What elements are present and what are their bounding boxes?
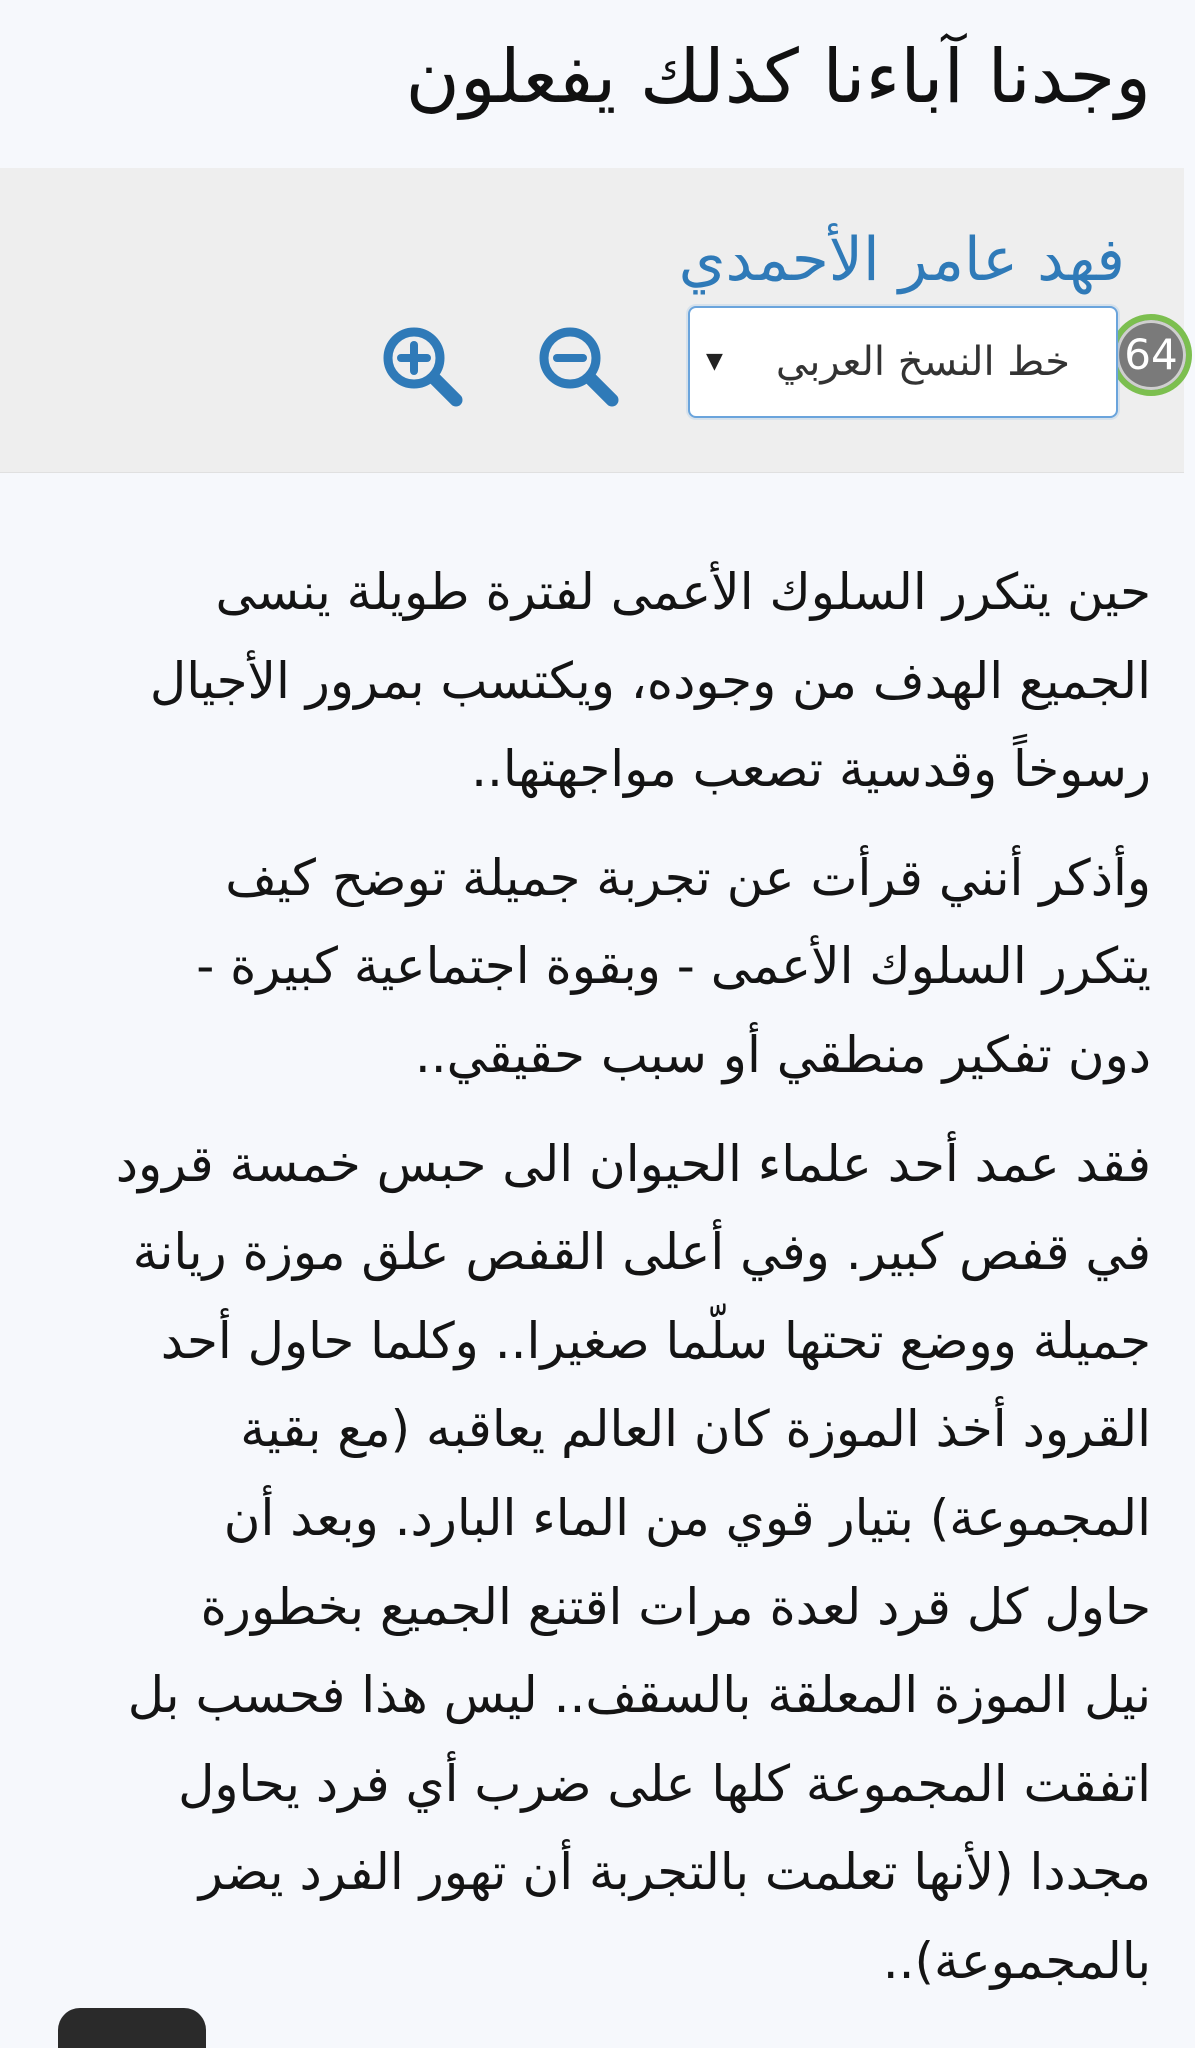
article-body bbox=[40, 548, 1151, 2026]
font-select-value: خط النسخ العربي bbox=[775, 339, 1070, 385]
zoom-out-button[interactable] bbox=[534, 322, 622, 410]
font-select[interactable] bbox=[688, 306, 1118, 418]
article-paragraph: فقد عمد أحد علماء الحيوان الى حبس خمسة قرود في قفص كبير. وفي أعلى القفص علق موزة ريانة جميلة ووضع تحتها سلّما صغيرا.. وكلما حاول أحد القرود أخذ الموزة كان العالم يعاقبه (مع بقية المجموعة) بتيار قوي من الماء البارد. وبعد أن حاول كل قرد لعدة مرات اقتنع الجميع بخطورة نيل الموزة المعلقة بالسقف.. ليس هذا فحسب بل اتفقت المجموعة كلها على ضرب أي فرد يحاول مجددا (لأنها تعلمت بالتجربة أن تهور الفرد يضر بالمجموعة).. bbox=[115, 1134, 1151, 1990]
comment-count-badge[interactable]: 64 bbox=[1110, 314, 1192, 396]
zoom-in-icon bbox=[378, 322, 466, 410]
floating-action-button[interactable] bbox=[58, 2008, 206, 2048]
author-link[interactable]: فهد عامر الأحمدي bbox=[678, 225, 1125, 295]
zoom-in-button[interactable] bbox=[378, 322, 466, 410]
article-paragraph: حين يتكرر السلوك الأعمى لفترة طويلة ينسى الجميع الهدف من وجوده، ويكتسب بمرور الأجيال رسوخاً وقدسية تصعب مواجهتها.. bbox=[149, 563, 1151, 799]
article-title: وجدنا آباءنا كذلك يفعلون bbox=[405, 34, 1151, 120]
zoom-out-icon bbox=[534, 322, 622, 410]
chevron-down-icon: ▼ bbox=[706, 349, 723, 374]
article-paragraph: وأذكر أنني قرأت عن تجربة جميلة توضح كيف يتكرر السلوك الأعمى - وبقوة اجتماعية كبيرة - دون تفكير منطقي أو سبب حقيقي.. bbox=[196, 848, 1151, 1084]
